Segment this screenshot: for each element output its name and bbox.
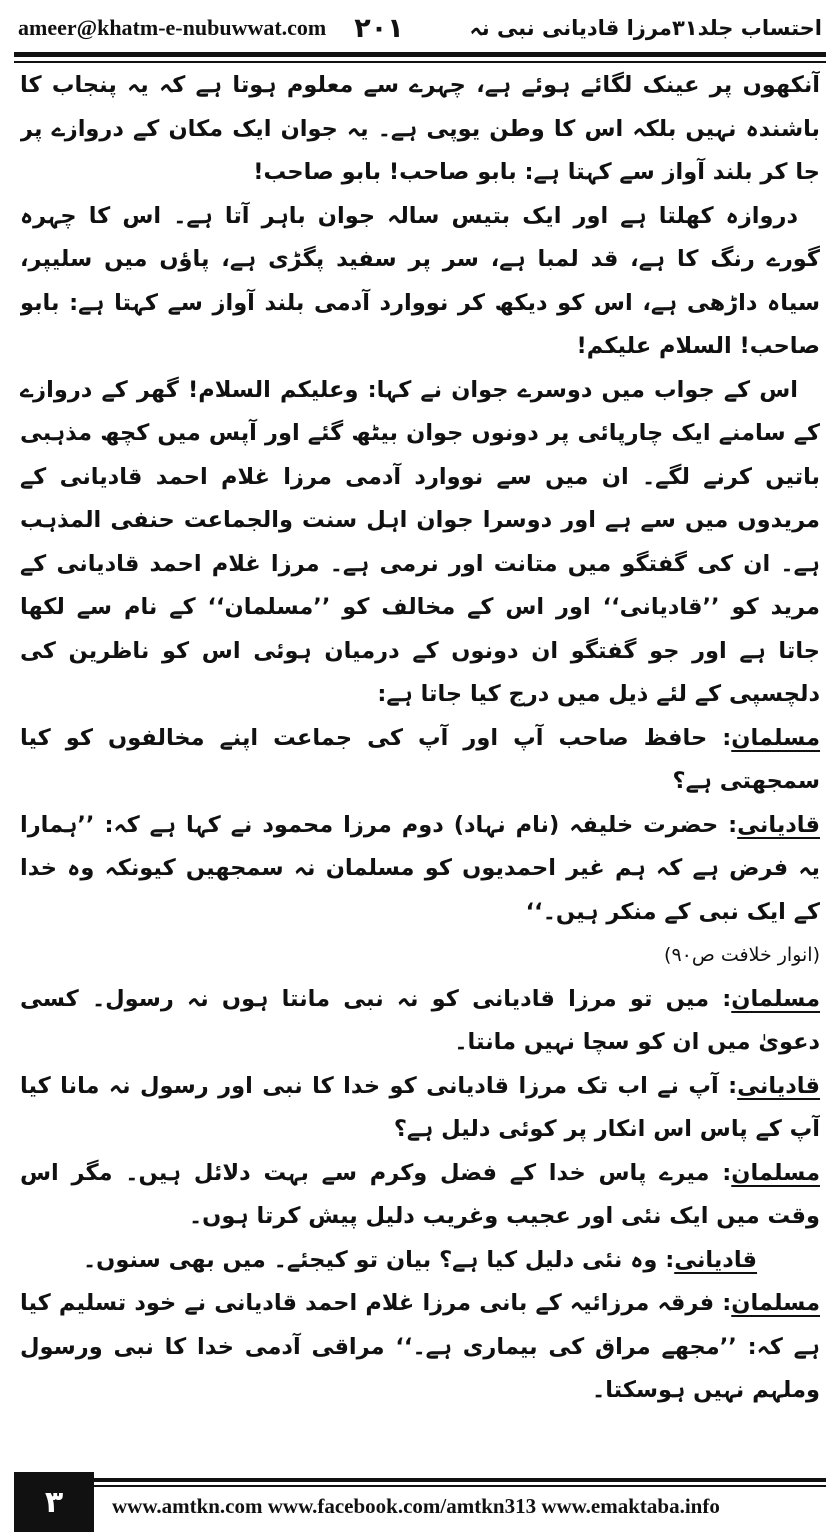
paragraph-text: : وہ نئی دلیل کیا ہے؟ بیان تو کیجئے۔ میں بھی سنوں۔ (82, 1246, 675, 1273)
paragraph (20, 978, 820, 1065)
paragraph-text: اس کے جواب میں دوسرے جوان نے کہا: وعلیکم السلام! گھر کے دروازے کے سامنے ایک چارپائی پر دونوں جوان بیٹھ گئے اور آپس میں کچھ مذہبی باتیں کرنے لگے۔ ان میں سے نووارد آدمی مرزا غلام احمد قادیانی کے مریدوں میں سے ہے اور دوسرا جوان اہل سنت والجماعت حنفی المذہب ہے۔ ان کی گفتگو میں متانت اور نرمی ہے۔ مرزا غلام احمد قادیانی کے مرید کو ’’قادیانی‘‘ اور اس کے مخالف کو ’’مسلمان‘‘ کے نام سے لکھا جاتا ہے اور جو گفتگو ان دونوں کے درمیان ہوئی اس کو ناظرین کی دلچسپی کے لئے ذیل میں درج کیا جاتا ہے: (20, 376, 820, 707)
paragraph-text: : میرے پاس خدا کے فضل وکرم سے بہت دلائل ہیں۔ مگر اس وقت میں ایک نئی اور عجیب وغریب دلیل پیش کرتا ہوں۔ (20, 1159, 820, 1229)
book-title: احتساب جلد۳۱مرزا قادیانی نبی نہ (469, 16, 822, 40)
paragraph (20, 1239, 820, 1283)
header-rule-thick (14, 52, 826, 57)
paragraph (20, 717, 820, 804)
page-header (18, 6, 822, 50)
paragraph (20, 804, 820, 935)
footer-urls: www.amtkn.com www.facebook.com/amtkn313 www.emaktaba.info (112, 1494, 720, 1518)
paragraph (20, 1282, 820, 1413)
speaker-label: مسلمان (731, 1159, 820, 1186)
body-text (20, 64, 820, 1458)
paragraph-text: : آپ نے اب تک مرزا قادیانی کو خدا کا نبی اور رسول نہ مانا کیا آپ کے پاس اس انکار پر کوئی دلیل ہے؟ (20, 1072, 820, 1142)
speaker-label: مسلمان (731, 1290, 820, 1316)
speaker-label: قادیانی (737, 1072, 820, 1099)
speaker-label: مسلمان (731, 985, 820, 1012)
paragraph (20, 1152, 820, 1239)
paragraph (20, 195, 820, 369)
paragraph-text: : حافظ صاحب آپ اور آپ کی جماعت اپنے مخالفوں کو کیا سمجھتی ہے؟ (20, 724, 820, 794)
paragraph (20, 64, 820, 195)
paragraph-text: : میں تو مرزا قادیانی کو نہ نبی مانتا ہوں نہ رسول۔ کسی دعویٰ میں ان کو سچا نہیں مانتا۔ (20, 985, 820, 1055)
header-email: ameer@khatm-e-nubuwwat.com (18, 15, 327, 40)
speaker-label: قادیانی (737, 811, 820, 838)
paragraph (20, 1065, 820, 1152)
page-footer (14, 1472, 826, 1532)
speaker-label: قادیانی (674, 1246, 758, 1273)
paragraph-text: دروازہ کھلتا ہے اور ایک بتیس سالہ جوان باہر آتا ہے۔ اس کا چہرہ گورے رنگ کا ہے، قد لمبا ہے، سر پر سفید پگڑی ہے، پاؤں میں سلیپر، سیاہ داڑھی ہے، اس کو دیکھ کر نووارد آدمی بلند آواز سے کہتا ہے: بابو صاحب! السلام علیکم! (20, 202, 820, 359)
paragraph (20, 369, 820, 717)
header-rule-thin (14, 61, 826, 63)
footer-rule-thin (94, 1485, 826, 1487)
paragraph-text: : حضرت خلیفہ (نام نہاد) دوم مرزا محمود نے کہا ہے کہ: ’’ہمارا یہ فرض ہے کہ ہم غیر احمدیوں کو مسلمان نہ سمجھیں کیونکہ وہ خدا کے ایک نبی کے منکر ہیں۔‘‘ (20, 811, 820, 925)
folio-number: ۳ (14, 1472, 94, 1532)
footer-rule-thick (94, 1478, 826, 1482)
citation (20, 934, 820, 978)
speaker-label: مسلمان (731, 724, 820, 751)
page-number: ۲۰۱ (354, 12, 404, 44)
paragraph-text: (انوار خلافت ص۹۰) (664, 944, 820, 966)
paragraph-text: آنکھوں پر عینک لگائے ہوئے ہے، چہرے سے معلوم ہوتا ہے کہ یہ پنجاب کا باشندہ نہیں بلکہ اس کا وطن یوپی ہے۔ یہ جوان ایک مکان کے دروازے پر جا کر بلند آواز سے کہتا ہے: بابو صاحب! بابو صاحب! (20, 72, 820, 185)
paragraph-text: : فرقہ مرزائیہ کے بانی مرزا غلام احمد قادیانی نے خود تسلیم کیا ہے کہ: ’’مجھے مراق کی بیماری ہے۔‘‘ مراقی آدمی خدا کا نبی ورسول وملہم نہیں ہوسکتا۔ (20, 1290, 820, 1403)
